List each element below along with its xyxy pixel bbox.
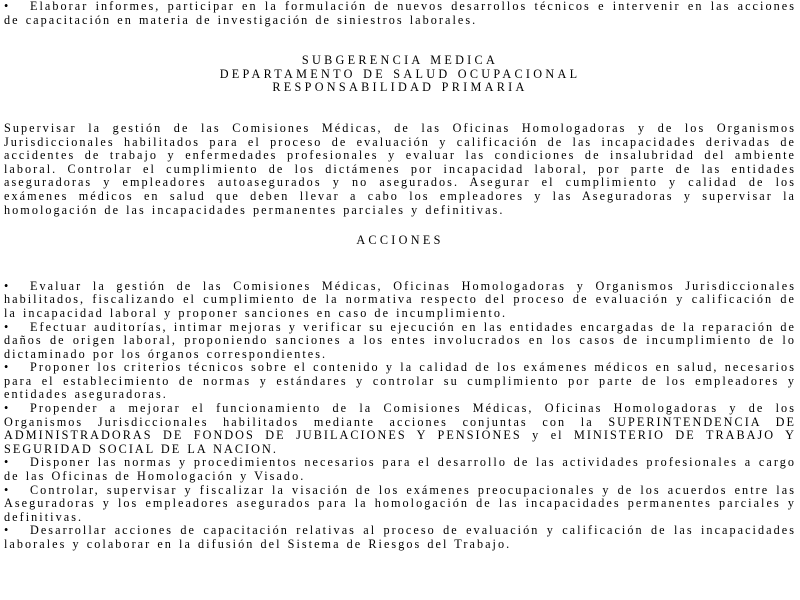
action-text: Evaluar la gestión de las Comisiones Médicas, Oficinas Homologadoras y Organismos Jurisdiccionales habilitados, fiscalizando el cumplimiento de la normativa respecto del proceso de evaluación y calificación de la incapacidad laboral y proponer sanciones en caso de incumplimiento. [4,278,796,320]
heading-subgerencia: SUBGERENCIA MEDICA [301,53,499,68]
action-item [4,280,796,321]
action-text: Disponer las normas y procedimientos necesarios para el desarrollo de las actividades profesionales a cargo de las Oficinas de Homologación y Visado. [4,455,796,484]
spacer [4,27,796,54]
bullet-icon: • [4,523,9,538]
actions-title: ACCIONES [356,233,444,248]
action-item [4,361,796,402]
action-item [4,456,796,483]
bullet-icon: • [4,455,9,470]
spacer [4,217,796,234]
bullet-icon: • [4,401,9,416]
spacer [4,95,796,122]
bullet-icon: • [4,360,9,375]
bullet-icon: • [4,482,9,497]
action-text: Efectuar auditorías, intimar mejoras y verificar su ejecución en las entidades encargadas de la reparación de daños de origen laboral, proponiendo sanciones a los entes involucrados en los casos de incumplimiento de lo dictaminado por los órganos correspondientes. [4,319,796,361]
bullet-icon: • [4,0,9,13]
heading-responsabilidad: RESPONSABILIDAD PRIMARIA [272,80,528,95]
action-item [4,402,796,456]
bullet-icon: • [4,319,9,334]
intro-bullet-text: Elaborar informes, participar en la formulación de nuevos desarrollos técnicos e intervenir en las acciones de capacitación en materia de investigación de siniestros laborales. [4,0,796,27]
action-item [4,484,796,525]
spacer [4,248,796,280]
bullet-icon: • [4,278,9,293]
action-text: Controlar, supervisar y fiscalizar la visación de los exámenes preocupacionales y de los acuerdos entre las Aseguradoras y los empleadores asegurados para la homologación de las incapacidades permanentes parciales y definitivas. [4,482,796,524]
action-item [4,321,796,362]
action-item [4,524,796,551]
action-text: Desarrollar acciones de capacitación relativas al proceso de evaluación y calificación de las incapacidades laborales y colaborar en la difusión del Sistema de Riesgos del Trabajo. [4,523,796,551]
actions-list [4,280,796,552]
document-page [4,0,796,552]
responsibility-paragraph: Supervisar la gestión de las Comisiones Médicas, de las Oficinas Homologadoras y de los Organismos Jurisdiccionales habilitados para el proceso de evaluación y calificación de las incapacidades derivadas de accidentes de trabajo y enfermedades profesionales y evaluar las condiciones de insalubridad del ambiente laboral. Controlar el cumplimiento de los dictámenes por incapacidad laboral, por parte de las entidades aseguradoras y empleadores autoasegurados y no asegurados. Asegurar el cumplimiento y calidad de los exámenes médicos en salud que deben llevar a cabo los empleadores y las Aseguradoras y supervisar la homologación de las incapacidades permanentes parciales y definitivas. [4,120,796,217]
intro-bullet-item [4,0,796,27]
heading-departamento: DEPARTAMENTO DE SALUD OCUPACIONAL [219,66,581,81]
action-text: Propender a mejorar el funcionamiento de la Comisiones Médicas, Oficinas Homologadoras y de los Organismos Jurisdiccionales habilitados mediante acciones conjuntas con la SUPERINTENDENCIA DE ADMINISTRADORAS DE FONDOS DE JUBILACIONES Y PENSIONES y el MINISTERIO DE TRABAJO Y SEGURIDAD SOCIAL DE LA NACION. [4,401,796,456]
action-text: Proponer los criterios técnicos sobre el contenido y la calidad de los exámenes médicos en salud, necesarios para el establecimiento de normas y estándares y controlar su cumplimiento por parte de los empleadores y entidades aseguradoras. [4,360,796,402]
